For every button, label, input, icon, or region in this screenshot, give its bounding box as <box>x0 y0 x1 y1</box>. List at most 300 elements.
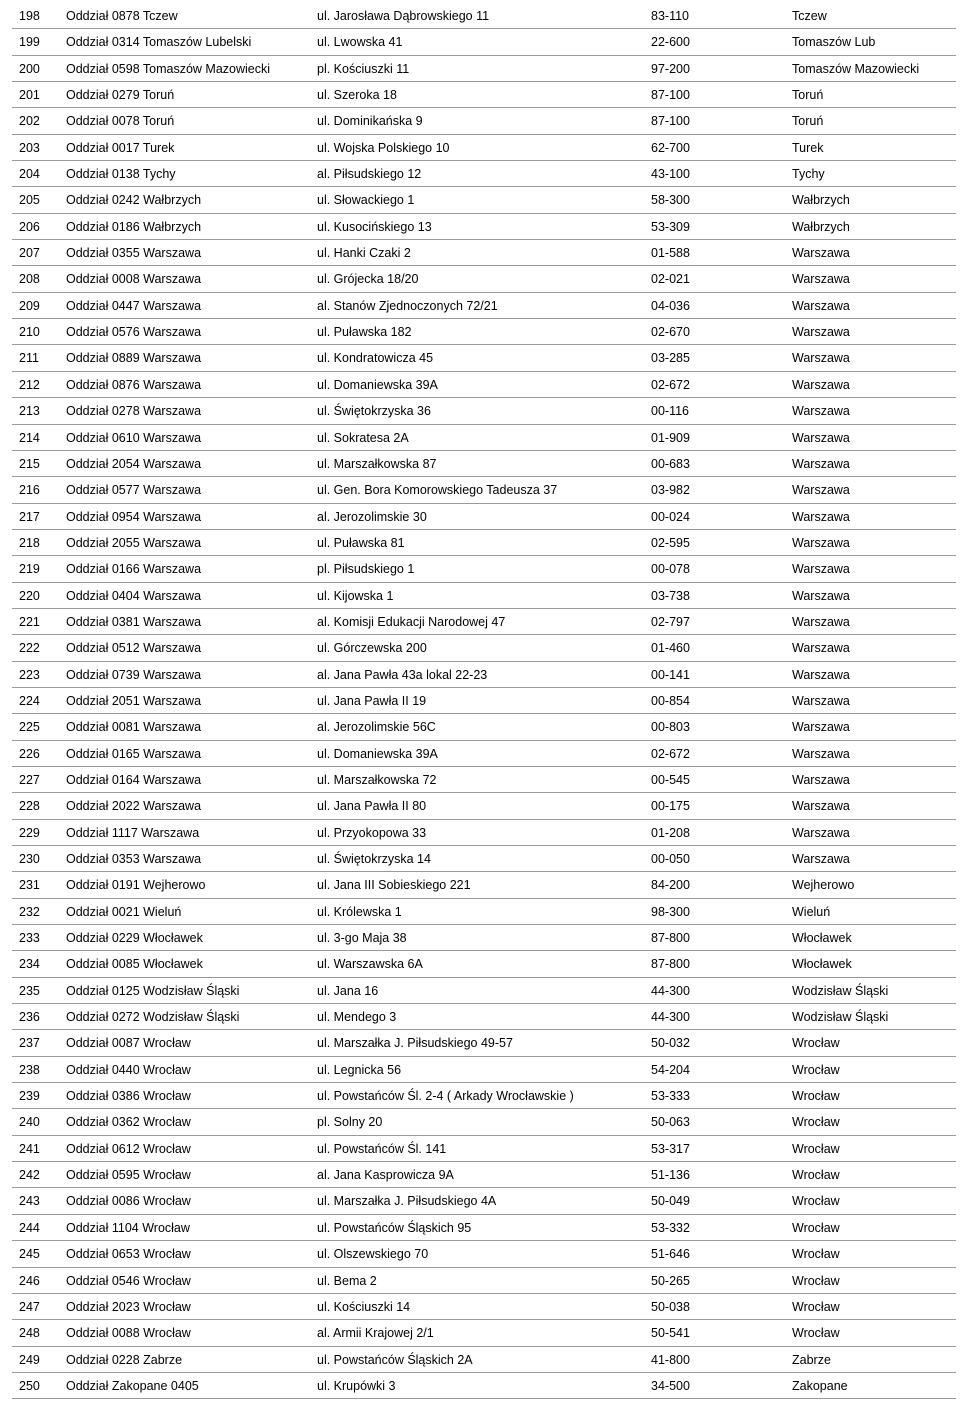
row-number: 229 <box>19 825 40 840</box>
branch-address: al. Jana Kasprowicza 9A <box>317 1168 454 1183</box>
postal-code: 62-700 <box>651 140 690 155</box>
city: Wodzisław Śląski <box>792 983 889 998</box>
branch-address: pl. Solny 20 <box>317 1115 383 1130</box>
city: Warszawa <box>792 720 850 735</box>
city: Warszawa <box>792 562 850 577</box>
postal-code: 02-797 <box>651 614 690 629</box>
branch-name: Oddział 1117 Warszawa <box>66 825 200 840</box>
branch-address: ul. Powstańców Śląskich 2A <box>317 1352 473 1367</box>
table-row <box>12 1162 956 1188</box>
postal-code: 87-800 <box>651 957 690 972</box>
branch-name: Oddział 0186 Wałbrzych <box>66 219 202 234</box>
branch-address: ul. Gen. Bora Komorowskiego Tadeusza 37 <box>317 483 558 498</box>
branch-name: Oddział 0440 Wrocław <box>66 1062 191 1077</box>
table-row <box>12 899 956 925</box>
postal-code: 51-646 <box>651 1247 690 1262</box>
city: Warszawa <box>792 272 850 287</box>
branch-address: ul. Kijowska 1 <box>317 588 394 603</box>
branch-name: Oddział 0653 Wrocław <box>66 1247 191 1262</box>
branch-name: Oddział 0279 Toruń <box>66 88 175 103</box>
row-number: 246 <box>19 1273 40 1288</box>
city: Warszawa <box>792 641 850 656</box>
postal-code: 97-200 <box>651 61 690 76</box>
branch-name: Oddział 0954 Warszawa <box>66 509 202 524</box>
table-row <box>12 477 956 503</box>
city: Tychy <box>792 167 825 182</box>
row-number: 201 <box>19 88 40 103</box>
branch-name: Oddział 0191 Wejherowo <box>66 878 206 893</box>
postal-code: 00-078 <box>651 562 690 577</box>
postal-code: 53-317 <box>651 1141 690 1156</box>
city: Warszawa <box>792 404 850 419</box>
row-number: 219 <box>19 562 40 577</box>
row-number: 232 <box>19 904 40 919</box>
city: Warszawa <box>792 246 850 261</box>
postal-code: 22-600 <box>651 35 690 50</box>
postal-code: 87-800 <box>651 931 690 946</box>
branch-address: ul. Górczewska 200 <box>317 641 427 656</box>
postal-code: 51-136 <box>651 1168 690 1183</box>
branch-name: Oddział 2055 Warszawa <box>66 535 202 550</box>
table-row <box>12 187 956 213</box>
branch-name: Oddział 0876 Warszawa <box>66 377 202 392</box>
city: Tomaszów Mazowiecki <box>792 61 920 76</box>
branch-name: Oddział 0362 Wrocław <box>66 1115 191 1130</box>
postal-code: 00-050 <box>651 852 690 866</box>
branch-address: ul. Hanki Czaki 2 <box>317 246 411 261</box>
postal-code: 00-024 <box>651 509 690 524</box>
branch-name: Oddział 0878 Tczew <box>66 9 178 23</box>
row-number: 203 <box>19 140 40 155</box>
postal-code: 84-200 <box>651 878 690 893</box>
table-row <box>12 978 956 1004</box>
row-number: 244 <box>19 1220 40 1235</box>
row-number: 230 <box>19 852 40 866</box>
postal-code: 50-063 <box>651 1115 690 1130</box>
branch-name: Oddział 0229 Włocławek <box>66 931 203 946</box>
city: Wieluń <box>792 904 831 919</box>
postal-code: 02-672 <box>651 377 690 392</box>
row-number: 243 <box>19 1194 40 1209</box>
row-number: 211 <box>19 351 39 366</box>
table-row <box>12 583 956 609</box>
table-row <box>12 846 956 872</box>
table-row <box>12 214 956 240</box>
branch-table <box>12 3 956 1399</box>
table-row <box>12 820 956 846</box>
branch-address: ul. Jana Pawła II 19 <box>317 693 427 708</box>
table-row <box>12 1083 956 1109</box>
row-number: 242 <box>19 1168 40 1183</box>
row-number: 245 <box>19 1247 40 1262</box>
city: Wrocław <box>792 1141 840 1156</box>
city: Toruń <box>792 88 824 103</box>
postal-code: 44-300 <box>651 1010 690 1025</box>
row-number: 237 <box>19 1036 40 1051</box>
branch-address: ul. Domaniewska 39A <box>317 746 438 761</box>
branch-name: Oddział 0085 Włocławek <box>66 957 203 972</box>
row-number: 207 <box>19 246 40 261</box>
table-row <box>12 1320 956 1346</box>
branch-name: Oddział 0381 Warszawa <box>66 614 202 629</box>
postal-code: 00-175 <box>651 799 690 814</box>
branch-name: Oddział 0164 Warszawa <box>66 772 202 787</box>
row-number: 212 <box>19 377 40 392</box>
branch-name: Oddział 2054 Warszawa <box>66 456 202 471</box>
city: Wrocław <box>792 1299 840 1314</box>
postal-code: 02-021 <box>651 272 690 287</box>
table-row <box>12 1215 956 1241</box>
table-row <box>12 82 956 108</box>
branch-address: ul. Dominikańska 9 <box>317 114 423 129</box>
row-number: 225 <box>19 720 40 735</box>
branch-name: Oddział 0242 Wałbrzych <box>66 193 202 208</box>
branch-address: ul. Krupówki 3 <box>317 1378 396 1393</box>
city: Tczew <box>792 9 827 23</box>
table-row <box>12 635 956 661</box>
city: Warszawa <box>792 799 850 814</box>
table-row <box>12 29 956 55</box>
city: Warszawa <box>792 298 850 313</box>
postal-code: 53-309 <box>651 219 690 234</box>
table-row <box>12 398 956 424</box>
city: Warszawa <box>792 588 850 603</box>
branch-name: Oddział 0278 Warszawa <box>66 404 202 419</box>
branch-address: ul. Kondratowicza 45 <box>317 351 434 366</box>
postal-code: 01-588 <box>651 246 690 261</box>
postal-code: 58-300 <box>651 193 690 208</box>
city: Warszawa <box>792 772 850 787</box>
branch-name: Oddział 1104 Wrocław <box>66 1220 190 1235</box>
table-row <box>12 108 956 134</box>
branch-name: Oddział 0386 Wrocław <box>66 1089 191 1104</box>
city: Warszawa <box>792 825 850 840</box>
table-row <box>12 609 956 635</box>
city: Warszawa <box>792 693 850 708</box>
branch-name: Oddział 0088 Wrocław <box>66 1326 191 1341</box>
row-number: 204 <box>19 167 40 182</box>
branch-address: ul. Marszałkowska 87 <box>317 456 437 471</box>
branch-name: Oddział 0595 Wrocław <box>66 1168 191 1183</box>
branch-address: ul. Sokratesa 2A <box>317 430 409 445</box>
table-row <box>12 1347 956 1373</box>
branch-name: Oddział 0355 Warszawa <box>66 246 202 261</box>
branch-name: Oddział 0165 Warszawa <box>66 746 202 761</box>
postal-code: 98-300 <box>651 904 690 919</box>
table-row <box>12 56 956 82</box>
branch-address: ul. Powstańców Śl. 2-4 ( Arkady Wrocławskie ) <box>317 1089 574 1104</box>
branch-address: al. Jerozolimskie 56C <box>317 720 436 735</box>
branch-address: ul. Jana III Sobieskiego 221 <box>317 878 471 893</box>
city: Wałbrzych <box>792 193 850 208</box>
row-number: 202 <box>19 114 40 129</box>
branch-name: Oddział 0138 Tychy <box>66 167 176 182</box>
postal-code: 54-204 <box>651 1062 690 1077</box>
city: Warszawa <box>792 746 850 761</box>
city: Włocławek <box>792 957 852 972</box>
row-number: 241 <box>19 1141 40 1156</box>
table-row <box>12 451 956 477</box>
table-row <box>12 951 956 977</box>
table-row <box>12 530 956 556</box>
row-number: 239 <box>19 1089 40 1104</box>
row-number: 247 <box>19 1299 40 1314</box>
branch-address: ul. Puławska 81 <box>317 535 405 550</box>
table-row <box>12 1136 956 1162</box>
postal-code: 00-116 <box>651 404 689 419</box>
branch-address: ul. Szeroka 18 <box>317 88 397 103</box>
table-row <box>12 1030 956 1056</box>
postal-code: 50-049 <box>651 1194 690 1209</box>
branch-name: Oddział 0612 Wrocław <box>66 1141 191 1156</box>
branch-address: al. Komisji Edukacji Narodowej 47 <box>317 614 506 629</box>
city: Warszawa <box>792 483 850 498</box>
table-row <box>12 1109 956 1135</box>
city: Wrocław <box>792 1220 840 1235</box>
row-number: 227 <box>19 772 40 787</box>
city: Wodzisław Śląski <box>792 1010 889 1025</box>
branch-name: Oddział 2023 Wrocław <box>66 1299 191 1314</box>
table-row <box>12 372 956 398</box>
table-row <box>12 1294 956 1320</box>
postal-code: 00-803 <box>651 720 690 735</box>
branch-name: Oddział 0087 Wrocław <box>66 1036 191 1051</box>
city: Warszawa <box>792 456 850 471</box>
row-number: 240 <box>19 1115 40 1130</box>
city: Wrocław <box>792 1273 840 1288</box>
postal-code: 00-545 <box>651 772 690 787</box>
branch-name: Oddział 0577 Warszawa <box>66 483 202 498</box>
table-row <box>12 556 956 582</box>
branch-address: ul. Jana Pawła II 80 <box>317 799 427 814</box>
branch-name: Oddział 0512 Warszawa <box>66 641 202 656</box>
table-row <box>12 688 956 714</box>
city: Warszawa <box>792 852 850 866</box>
postal-code: 50-032 <box>651 1036 690 1051</box>
table-row <box>12 161 956 187</box>
postal-code: 02-672 <box>651 746 690 761</box>
branch-address: pl. Piłsudskiego 1 <box>317 562 415 577</box>
row-number: 238 <box>19 1062 40 1077</box>
branch-address: ul. Królewska 1 <box>317 904 402 919</box>
table-row <box>12 741 956 767</box>
city: Warszawa <box>792 614 850 629</box>
postal-code: 01-460 <box>651 641 690 656</box>
branch-name: Oddział 0017 Turek <box>66 140 175 155</box>
branch-address: ul. 3-go Maja 38 <box>317 931 407 946</box>
table-row <box>12 319 956 345</box>
table-row <box>12 714 956 740</box>
row-number: 206 <box>19 219 40 234</box>
branch-address: al. Armii Krajowej 2/1 <box>317 1326 434 1341</box>
branch-name: Oddział 0021 Wieluń <box>66 904 182 919</box>
row-number: 199 <box>19 35 40 50</box>
city: Wrocław <box>792 1089 840 1104</box>
city: Warszawa <box>792 325 850 340</box>
branch-address: ul. Świętokrzyska 36 <box>317 404 431 419</box>
city: Wałbrzych <box>792 219 850 234</box>
city: Zabrze <box>792 1352 831 1367</box>
postal-code: 03-738 <box>651 588 690 603</box>
postal-code: 50-038 <box>651 1299 690 1314</box>
table-row <box>12 1373 956 1399</box>
postal-code: 03-285 <box>651 351 690 366</box>
row-number: 236 <box>19 1010 40 1025</box>
postal-code: 50-541 <box>651 1326 690 1341</box>
row-number: 210 <box>19 325 40 340</box>
branch-name: Oddział 0272 Wodzisław Śląski <box>66 1010 240 1025</box>
branch-address: al. Jana Pawła 43a lokal 22-23 <box>317 667 488 682</box>
branch-name: Oddział 0739 Warszawa <box>66 667 202 682</box>
postal-code: 03-982 <box>651 483 690 498</box>
branch-address: ul. Marszałkowska 72 <box>317 772 437 787</box>
table-row <box>12 266 956 292</box>
row-number: 213 <box>19 404 40 419</box>
table-row <box>12 240 956 266</box>
row-number: 223 <box>19 667 40 682</box>
city: Warszawa <box>792 667 850 682</box>
row-number: 221 <box>19 614 40 629</box>
branch-name: Oddział 0228 Zabrze <box>66 1352 183 1367</box>
row-number: 233 <box>19 931 40 946</box>
table-row <box>12 1004 956 1030</box>
city: Wrocław <box>792 1036 840 1051</box>
row-number: 205 <box>19 193 40 208</box>
row-number: 217 <box>19 509 40 524</box>
row-number: 224 <box>19 693 40 708</box>
table-row <box>12 1057 956 1083</box>
city: Włocławek <box>792 931 852 946</box>
postal-code: 02-595 <box>651 535 690 550</box>
row-number: 214 <box>19 430 40 445</box>
city: Wrocław <box>792 1194 840 1209</box>
branch-name: Oddział 0166 Warszawa <box>66 562 202 577</box>
city: Warszawa <box>792 509 850 524</box>
branch-name: Oddział 0598 Tomaszów Mazowiecki <box>66 61 271 76</box>
city: Warszawa <box>792 430 850 445</box>
city: Wejherowo <box>792 878 855 893</box>
branch-name: Oddział 2022 Warszawa <box>66 799 202 814</box>
row-number: 200 <box>19 61 40 76</box>
branch-address: ul. Kusocińskiego 13 <box>317 219 432 234</box>
postal-code: 87-100 <box>651 88 690 103</box>
city: Tomaszów Lub <box>792 35 876 50</box>
branch-address: ul. Puławska 182 <box>317 325 412 340</box>
branch-address: ul. Przyokopowa 33 <box>317 825 427 840</box>
table-row <box>12 3 956 29</box>
city: Toruń <box>792 114 824 129</box>
city: Warszawa <box>792 377 850 392</box>
branch-address: ul. Jana 16 <box>317 983 379 998</box>
branch-address: pl. Kościuszki 11 <box>317 61 410 76</box>
branch-name: Oddział 0546 Wrocław <box>66 1273 191 1288</box>
row-number: 222 <box>19 641 40 656</box>
postal-code: 50-265 <box>651 1273 690 1288</box>
postal-code: 87-100 <box>651 114 690 129</box>
row-number: 228 <box>19 799 40 814</box>
row-number: 226 <box>19 746 40 761</box>
table-row <box>12 662 956 688</box>
city: Wrocław <box>792 1247 840 1262</box>
branch-address: al. Stanów Zjednoczonych 72/21 <box>317 298 498 313</box>
branch-name: Oddział 0576 Warszawa <box>66 325 202 340</box>
branch-address: al. Jerozolimskie 30 <box>317 509 427 524</box>
row-number: 249 <box>19 1352 40 1367</box>
table-row <box>12 793 956 819</box>
branch-name: Oddział 2051 Warszawa <box>66 693 202 708</box>
row-number: 215 <box>19 456 40 471</box>
city: Warszawa <box>792 351 850 366</box>
branch-address: ul. Legnicka 56 <box>317 1062 402 1077</box>
city: Wrocław <box>792 1168 840 1183</box>
table-row <box>12 345 956 371</box>
table-row <box>12 925 956 951</box>
branch-name: Oddział 0086 Wrocław <box>66 1194 191 1209</box>
row-number: 218 <box>19 535 40 550</box>
row-number: 216 <box>19 483 40 498</box>
branch-address: ul. Marszałka J. Piłsudskiego 49-57 <box>317 1036 513 1051</box>
branch-name: Oddział 0081 Warszawa <box>66 720 202 735</box>
postal-code: 00-683 <box>651 456 690 471</box>
branch-name: Oddział 0125 Wodzisław Śląski <box>66 983 240 998</box>
city: Wrocław <box>792 1062 840 1077</box>
row-number: 235 <box>19 983 40 998</box>
table-row <box>12 767 956 793</box>
postal-code: 00-854 <box>651 693 690 708</box>
branch-name: Oddział 0889 Warszawa <box>66 351 202 366</box>
branch-address: ul. Olszewskiego 70 <box>317 1247 429 1262</box>
postal-code: 01-208 <box>651 825 690 840</box>
branch-address: ul. Świętokrzyska 14 <box>317 852 431 866</box>
branch-name: Oddział 0404 Warszawa <box>66 588 202 603</box>
branch-address: ul. Jarosława Dąbrowskiego 11 <box>317 9 490 23</box>
branch-name: Oddział 0314 Tomaszów Lubelski <box>66 35 252 50</box>
postal-code: 04-036 <box>651 298 690 313</box>
branch-address: ul. Warszawska 6A <box>317 957 423 972</box>
city: Turek <box>792 140 824 155</box>
branch-address: ul. Marszałka J. Piłsudskiego 4A <box>317 1194 497 1209</box>
branch-address: ul. Wojska Polskiego 10 <box>317 140 450 155</box>
branch-name: Oddział 0078 Toruń <box>66 114 175 129</box>
branch-address: ul. Mendego 3 <box>317 1010 397 1025</box>
row-number: 220 <box>19 588 40 603</box>
row-number: 208 <box>19 272 40 287</box>
postal-code: 41-800 <box>651 1352 690 1367</box>
branch-name: Oddział 0353 Warszawa <box>66 852 202 866</box>
row-number: 209 <box>19 298 40 313</box>
row-number: 234 <box>19 957 40 972</box>
table-row <box>12 425 956 451</box>
table-row <box>12 504 956 530</box>
city: Wrocław <box>792 1326 840 1341</box>
table-row <box>12 1241 956 1267</box>
postal-code: 00-141 <box>651 667 690 682</box>
postal-code: 02-670 <box>651 325 690 340</box>
table-row <box>12 872 956 898</box>
branch-address: ul. Powstańców Śląskich 95 <box>317 1220 472 1235</box>
postal-code: 53-332 <box>651 1220 690 1235</box>
branch-address: ul. Grójecka 18/20 <box>317 272 419 287</box>
row-number: 198 <box>19 9 40 23</box>
row-number: 248 <box>19 1326 40 1341</box>
branch-address: al. Piłsudskiego 12 <box>317 167 422 182</box>
branch-address: ul. Domaniewska 39A <box>317 377 438 392</box>
table-row <box>12 1268 956 1294</box>
branch-name: Oddział Zakopane 0405 <box>66 1378 199 1393</box>
postal-code: 01-909 <box>651 430 690 445</box>
row-number: 231 <box>19 878 40 893</box>
branch-address: ul. Lwowska 41 <box>317 35 403 50</box>
